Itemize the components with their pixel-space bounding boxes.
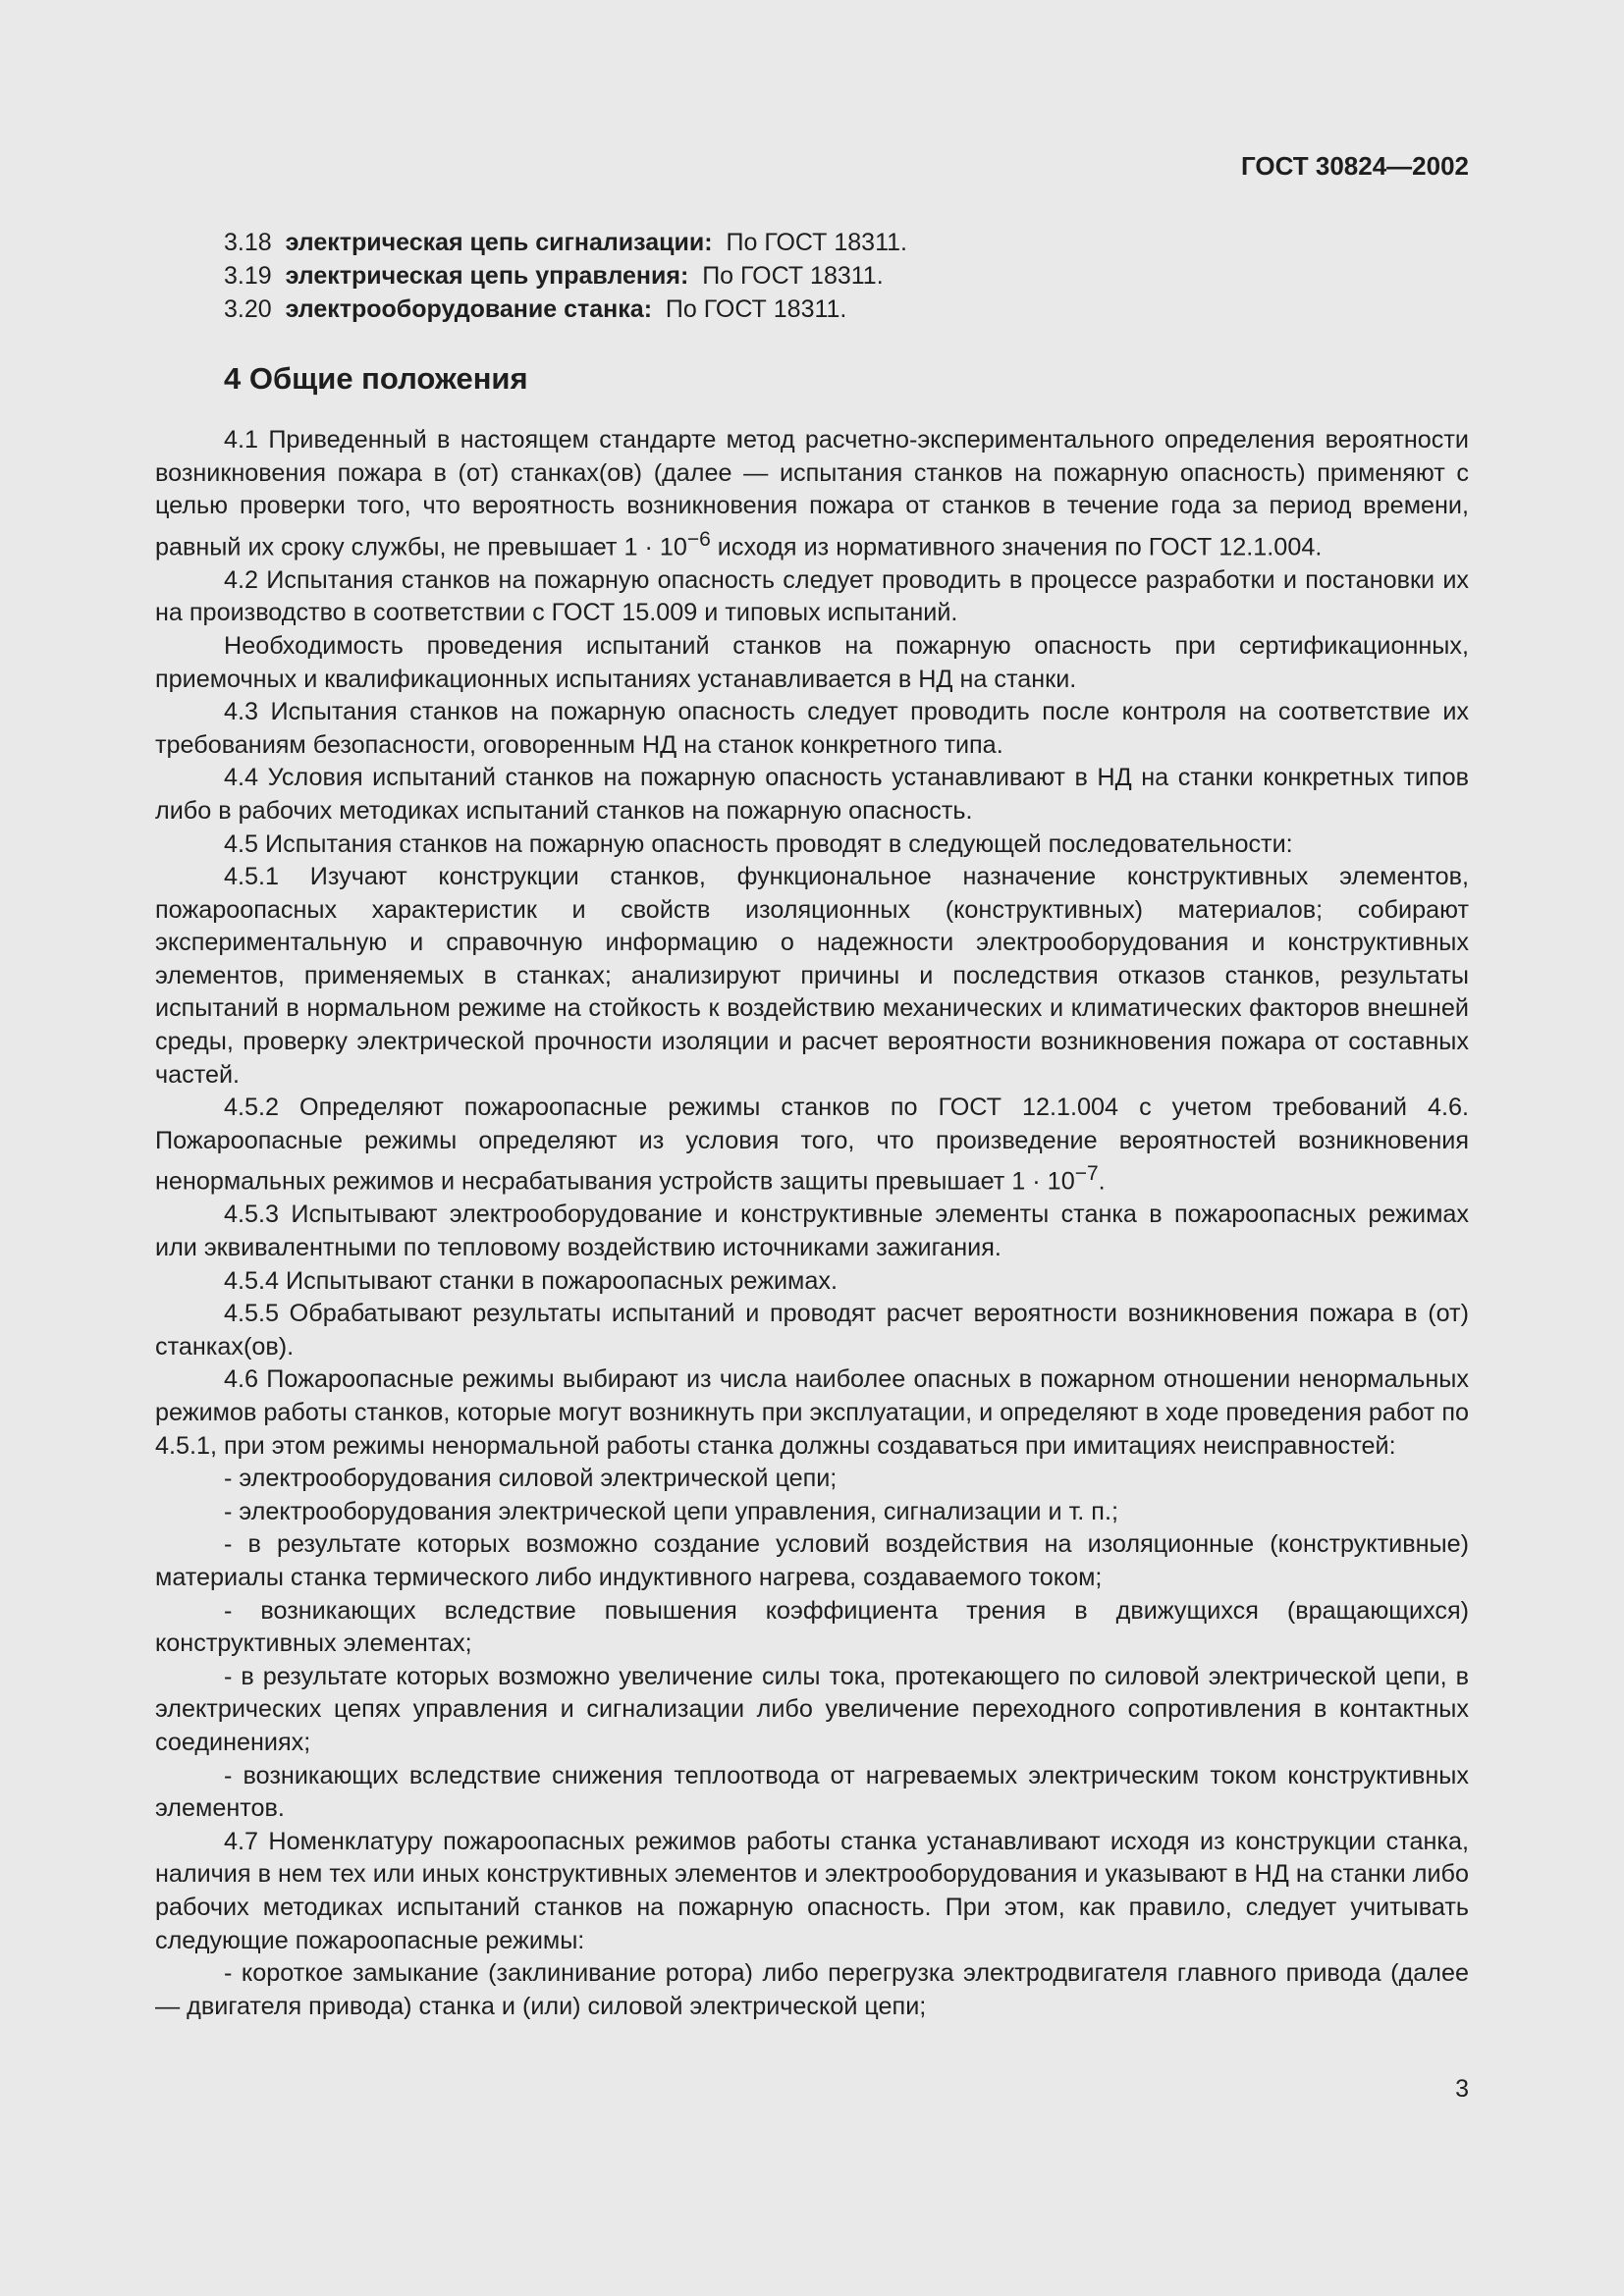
definitions-list [224, 226, 907, 326]
list-item: - возникающих вследствие снижения теплоотвода от нагреваемых электрическим током конструктивных элементов. [155, 1761, 1469, 1823]
paragraph-4-3: 4.3 Испытания станков на пожарную опасность следует проводить после контроля на соответствие их требованиям безопасности, оговоренным НД на станок конкретного типа. [155, 698, 1469, 759]
list-item: - возникающих вследствие повышения коэффициента трения в движущихся (вращающихся) конструктивных элементах; [155, 1596, 1469, 1658]
paragraph-4-5-5: 4.5.5 Обрабатывают результаты испытаний и проводят расчет вероятности возникновения пожара в (от) станках(ов). [155, 1300, 1469, 1361]
definition-item: 3.20 электрооборудование станка: По ГОСТ 18311. [224, 295, 847, 323]
paragraph-4-6: 4.6 Пожароопасные режимы выбирают из числа наиболее опасных в пожарном отношении ненормальных режимов работы станков, которые могут возникнуть при эксплуатации, и определяют в ходе проведения работ по 4.5.1, при этом режимы ненормальной работы станка должны создаваться при имитациях неисправностей: [155, 1365, 1469, 1460]
paragraph-4-2: 4.2 Испытания станков на пожарную опасность следует проводить в процессе разработки и постановки их на производство в соответствии с ГОСТ 15.009 и типовых испытаний. [155, 565, 1469, 627]
document-code: ГОСТ 30824—2002 [1241, 151, 1469, 181]
paragraph-4-5-4: 4.5.4 Испытывают станки в пожароопасных режимах. [224, 1266, 838, 1295]
definition-term: электрооборудование станка: [285, 295, 653, 323]
paragraph-4-5-3: 4.5.3 Испытывают электрооборудование и конструктивные элементы станка в пожароопасных режимах или эквивалентными по тепловому воздействию источниками зажигания. [155, 1201, 1469, 1262]
paragraph-4-1: 4.1 Приведенный в настоящем стандарте метод расчетно-экспериментального определения вероятности возникновения пожара в (от) станках(ов) (далее — испытания станков на пожарную опасность) применяют с целью проверки того, что вероятность возникновения пожара от станков в течение года за период времени, равный их сроку службы, не превышает $1 \cdot 10^{-6}$ исходя из нормативного значения по ГОСТ 12.1.004. [155, 426, 1469, 561]
list-item: - в результате которых возможно создание условий воздействия на изоляционные (конструктивные) материалы станка термического либо индуктивного нагрева, создаваемого током; [155, 1530, 1469, 1591]
definition-term: электрическая цепь управления: [285, 262, 689, 290]
definition-item: 3.18 электрическая цепь сигнализации: По ГОСТ 18311. [224, 229, 907, 256]
list-item: - электрооборудования силовой электрической цепи; [224, 1465, 838, 1493]
definition-item: 3.19 электрическая цепь управления: По ГОСТ 18311. [224, 262, 884, 290]
definition-term: электрическая цепь сигнализации: [285, 229, 713, 256]
list-item: - в результате которых возможно увеличение силы тока, протекающего по силовой электрической цепи, в электрических цепях управления и сигнализации либо увеличение переходного сопротивления в контактных соединениях; [155, 1662, 1469, 1756]
paragraph-4-5-2: 4.5.2 Определяют пожароопасные режимы станков по ГОСТ 12.1.004 с учетом требований 4.6. Пожароопасные режимы определяют из условия того, что произведение вероятностей возникновения ненормальных режимов и несрабатывания устройств защиты превышает $1 \cdot 10^{-7}$. [155, 1094, 1469, 1196]
list-item: - короткое замыкание (заклинивание ротора) либо перегрузка электродвигателя главного привода (далее — двигателя привода) станка и (или) силовой электрической цепи; [155, 1959, 1469, 2020]
list-item: - электрооборудования электрической цепи управления, сигнализации и т. п.; [224, 1497, 1118, 1525]
section-title: 4 Общие положения [224, 361, 528, 396]
paragraph-4-7: 4.7 Номенклатуру пожароопасных режимов работы станка устанавливают исходя из конструкции станка, наличия в нем тех или иных конструктивных элементов и электрооборудования и указывают в НД на станки либо рабочих методиках испытаний станков на пожарную опасность. При этом, как правило, следует учитывать следующие пожароопасные режимы: [155, 1827, 1469, 1954]
paragraph-4-5: 4.5 Испытания станков на пожарную опасность проводят в следующей последовательности: [224, 829, 1293, 858]
page-number: 3 [1455, 2075, 1469, 2103]
paragraph-4-5-1: 4.5.1 Изучают конструкции станков, функциональное назначение конструктивных элементов, пожароопасных характеристик и свойств изоляционных (конструктивных) материалов; собирают экспериментальную и справочную информацию о надежности электрооборудования и конструктивных элементов, применяемых в станках; анализируют причины и последствия отказов станков, результаты испытаний в нормальном режиме на стойкость к воздействию механических и климатических факторов внешней среды, проверку электрической прочности изоляции и расчет вероятности возникновения пожара от составных частей. [155, 863, 1469, 1089]
paragraph-4-2-note: Необходимость проведения испытаний станков на пожарную опасность при сертификационных, приемочных и квалификационных испытаниях устанавливается в НД на станки. [155, 631, 1469, 693]
section-body [155, 424, 1469, 2023]
paragraph-4-4: 4.4 Условия испытаний станков на пожарную опасность устанавливают в НД на станки конкретных типов либо в рабочих методиках испытаний станков на пожарную опасность. [155, 764, 1469, 825]
